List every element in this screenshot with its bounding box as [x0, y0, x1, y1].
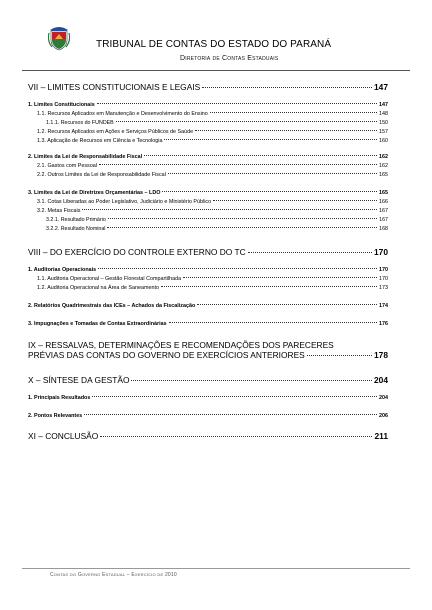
dot-leader	[197, 304, 377, 305]
toc-page: 170	[379, 267, 388, 273]
toc-page: 165	[379, 190, 388, 196]
toc-label: 3.2. Metas Fiscais	[37, 208, 81, 214]
toc-page: 170	[374, 247, 388, 257]
dot-leader	[195, 130, 377, 131]
dot-leader	[98, 268, 377, 269]
toc-label-line-2: PRÉVIAS DAS CONTAS DO GOVERNO DE EXERCÍCIOS ANTERIORES	[28, 350, 305, 360]
dot-leader	[107, 227, 377, 228]
dot-leader	[99, 164, 377, 165]
dot-leader	[248, 252, 372, 253]
toc-page: 167	[379, 217, 388, 223]
dot-leader	[82, 209, 377, 210]
toc-entry[interactable]	[28, 190, 388, 196]
toc-label: 3. Impugnações e Tomadas de Contas Extraordinárias	[28, 321, 167, 327]
toc-entry[interactable]	[37, 172, 388, 178]
toc-page: 165	[379, 172, 388, 178]
toc-entry[interactable]	[28, 154, 388, 160]
toc-label: XI – CONCLUSÃO	[28, 431, 99, 441]
toc-label: 1. Principais Resultados	[28, 395, 91, 401]
dot-leader	[213, 200, 377, 201]
toc-chapter-x[interactable]	[28, 375, 388, 385]
toc-entry[interactable]	[28, 267, 388, 273]
toc-page: 148	[379, 111, 388, 117]
toc-entry[interactable]	[37, 129, 388, 135]
toc-entry[interactable]	[28, 321, 388, 327]
toc-page: 204	[374, 375, 388, 385]
toc-label: 1.1. Recursos Aplicados em Manutenção e Desenvolvimento do Ensino	[37, 111, 208, 117]
toc-label: 1.3. Aplicação de Recursos em Ciência e Tecnologia	[37, 138, 163, 144]
dot-leader	[162, 191, 377, 192]
dot-leader	[168, 173, 377, 174]
toc-label: 1.2. Recursos Aplicados em Ações e Serviços Públicos de Saúde	[37, 129, 194, 135]
dot-leader	[131, 380, 372, 381]
dot-leader	[210, 112, 377, 113]
dot-leader	[183, 277, 377, 278]
coat-of-arms-icon	[48, 25, 70, 51]
toc-label-line-1: IX – RESSALVAS, DETERMINAÇÕES E RECOMENDAÇÕES DOS PARECERES	[28, 340, 334, 350]
toc-label: X – SÍNTESE DA GESTÃO	[28, 375, 130, 385]
toc-label: 1. Limites Constitucionais	[28, 102, 95, 108]
toc-page: 176	[379, 321, 388, 327]
page-footer: Contas do Governo Estadual – Exercício de 2010	[50, 572, 177, 578]
toc-page: 174	[379, 303, 388, 309]
toc-label: 3.2.1. Resultado Primário	[46, 217, 106, 223]
toc-label: VIII – DO EXERCÍCIO DO CONTROLE EXTERNO DO TC	[28, 247, 246, 257]
toc-page: 173	[379, 285, 388, 291]
toc-entry[interactable]	[37, 163, 388, 169]
toc-page: 166	[379, 199, 388, 205]
toc-page: 206	[379, 413, 388, 419]
toc-page: 147	[374, 82, 388, 92]
toc-entry[interactable]	[37, 276, 388, 282]
dot-leader	[161, 286, 377, 287]
dot-leader	[97, 103, 377, 104]
toc-label: 3.1. Cotas Liberadas ao Poder Legislativo, Judiciário e Ministério Público	[37, 199, 212, 205]
toc-page: 211	[374, 431, 388, 441]
toc-entry[interactable]	[37, 138, 388, 144]
toc-label: 1.1. Auditoria Operacional – Gestão Florestal Compartilhada	[37, 276, 182, 282]
toc-entry[interactable]	[46, 120, 388, 126]
toc-page: 160	[379, 138, 388, 144]
toc-page: 147	[379, 102, 388, 108]
toc-label: 1.2. Auditoria Operacional na Área de Saneamento	[37, 285, 159, 291]
toc-entry[interactable]	[28, 413, 388, 419]
dot-leader	[202, 87, 372, 88]
toc-label: 1. Auditorias Operacionais	[28, 267, 97, 273]
toc-page: 157	[379, 129, 388, 135]
toc-entry[interactable]	[37, 199, 388, 205]
toc-label: 2.1. Gastos com Pessoal	[37, 163, 97, 169]
toc-entry[interactable]	[28, 395, 388, 401]
toc-label: 1.1.1. Recursos do FUNDEB	[46, 120, 114, 126]
dot-leader	[92, 396, 377, 397]
toc-chapter-xi[interactable]	[28, 431, 388, 441]
toc-page: 178	[374, 350, 388, 360]
toc-chapter-viii[interactable]	[28, 247, 388, 257]
toc-entry[interactable]	[28, 102, 388, 108]
toc-entry[interactable]	[37, 208, 388, 214]
dot-leader	[307, 355, 372, 356]
toc-label: 3. Limites da Lei de Diretrizes Orçamentárias – LDO	[28, 190, 161, 196]
toc-label: 2. Limites da Lei de Responsabilidade Fiscal	[28, 154, 143, 160]
toc-label: 2.2. Outros Limites da Lei de Responsabilidade Fiscal	[37, 172, 166, 178]
dot-leader	[108, 218, 377, 219]
toc-label: 2. Relatórios Quadrimestrais das ICEs – Achados da Fiscalização	[28, 303, 196, 309]
toc-page: 170	[379, 276, 388, 282]
header-divider	[22, 70, 410, 71]
org-title: TRIBUNAL DE CONTAS DO ESTADO DO PARANÁ	[96, 39, 332, 50]
toc-entry[interactable]	[28, 303, 388, 309]
toc-label: 2. Pontos Relevantes	[28, 413, 83, 419]
toc-chapter-ix[interactable]	[28, 340, 388, 360]
dot-leader	[144, 155, 377, 156]
toc-page: 167	[379, 208, 388, 214]
toc-entry[interactable]	[46, 226, 388, 232]
toc-page: 168	[379, 226, 388, 232]
dot-leader	[84, 414, 377, 415]
toc-label: VII – LIMITES CONSTITUCIONAIS E LEGAIS	[28, 82, 201, 92]
org-subtitle: Diretoria de Contas Estaduais	[180, 55, 279, 62]
dot-leader	[169, 322, 377, 323]
dot-leader	[100, 436, 372, 437]
toc-entry[interactable]	[46, 217, 388, 223]
dot-leader	[116, 121, 377, 122]
toc-page: 162	[379, 154, 388, 160]
toc-page: 204	[379, 395, 388, 401]
toc-entry[interactable]	[37, 285, 388, 291]
toc-page: 150	[379, 120, 388, 126]
toc-chapter-vii[interactable]	[28, 82, 388, 92]
toc-page: 162	[379, 163, 388, 169]
toc-entry[interactable]	[37, 111, 388, 117]
dot-leader	[164, 139, 377, 140]
toc-label: 3.2.2. Resultado Nominal	[46, 226, 106, 232]
footer-divider	[22, 568, 410, 569]
